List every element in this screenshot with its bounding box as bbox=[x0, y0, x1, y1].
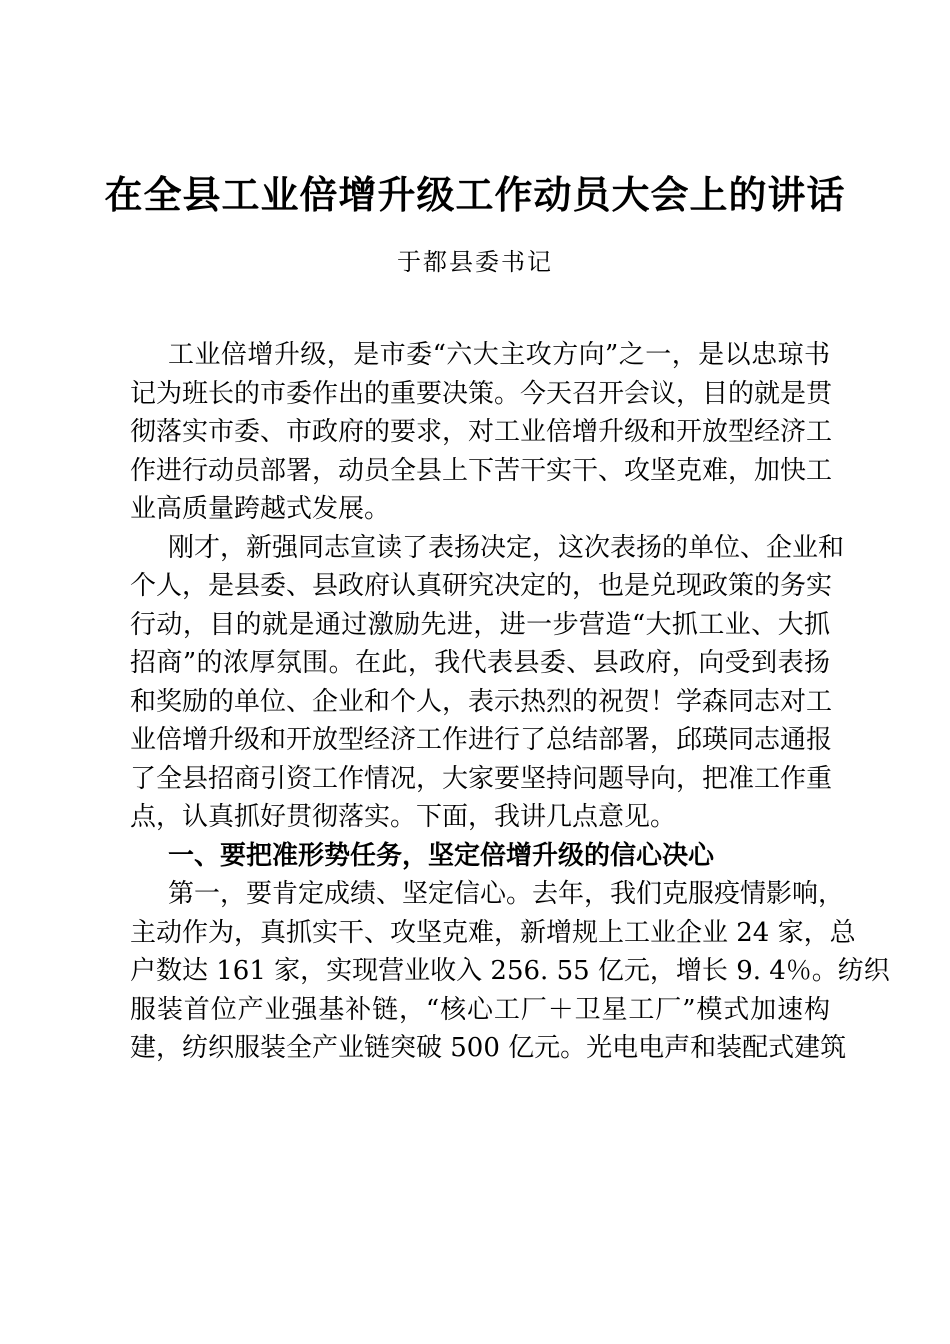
paragraph-3-line-3: 户数达 161 家，实现营业收入 256. 55 亿元，增长 9. 4％。纺织 bbox=[130, 956, 890, 986]
section-heading-1: 一、要把准形势任务，坚定倍增升级的信心决心 bbox=[168, 840, 715, 871]
paragraph-3-line-4: 服装首位产业强基补链，“核心工厂＋卫星工厂”模式加速构 bbox=[130, 994, 830, 1025]
document-body bbox=[130, 336, 890, 1068]
paragraph-3-line-1: 第一，要肯定成绩、坚定信心。去年，我们克服疫情影响， bbox=[168, 879, 845, 909]
paragraph-2-line-2: 个人，是县委、县政府认真研究决定的，也是兑现政策的务实 bbox=[130, 571, 833, 601]
paragraph-2-line-6: 业倍增升级和开放型经济工作进行了总结部署，邱瑛同志通报 bbox=[130, 725, 833, 755]
author-line: 于都县委书记 bbox=[397, 248, 553, 276]
paragraph-2-line-5: 和奖励的单位、企业和个人，表示热烈的祝贺！学森同志对工 bbox=[130, 686, 833, 717]
paragraph-2-line-7: 了全县招商引资工作情况，大家要坚持问题导向，把准工作重 bbox=[130, 763, 833, 794]
paragraph-2-line-8: 点，认真抓好贯彻落实。下面，我讲几点意见。 bbox=[130, 802, 677, 832]
paragraph-3-line-2: 主动作为，真抓实干、攻坚克难，新增规上工业企业 24 家，总 bbox=[130, 917, 856, 948]
paragraph-1-line-4: 作进行动员部署，动员全县上下苦干实干、攻坚克难，加快工 bbox=[130, 455, 833, 486]
paragraph-2-line-4: 招商”的浓厚氛围。在此，我代表县委、县政府，向受到表扬 bbox=[130, 648, 830, 678]
paragraph-1-line-2: 记为班长的市委作出的重要决策。今天召开会议，目的就是贯 bbox=[130, 378, 833, 409]
paragraph-2-line-3: 行动，目的就是通过激励先进，进一步营造“大抓工业、大抓 bbox=[130, 609, 830, 640]
paragraph-2-line-1: 刚才，新强同志宣读了表扬决定，这次表扬的单位、企业和 bbox=[168, 532, 845, 563]
paragraph-1-line-5: 业高质量跨越式发展。 bbox=[130, 494, 391, 524]
document-title: 在全县工业倍增升级工作动员大会上的讲话 bbox=[104, 172, 846, 217]
paragraph-3-line-5: 建，纺织服装全产业链突破 500 亿元。光电电声和装配式建筑 bbox=[130, 1033, 847, 1063]
paragraph-1-line-1: 工业倍增升级，是市委“六大主攻方向”之一，是以忠琼书 bbox=[168, 340, 830, 370]
paragraph-1-line-3: 彻落实市委、市政府的要求，对工业倍增升级和开放型经济工 bbox=[130, 417, 833, 447]
